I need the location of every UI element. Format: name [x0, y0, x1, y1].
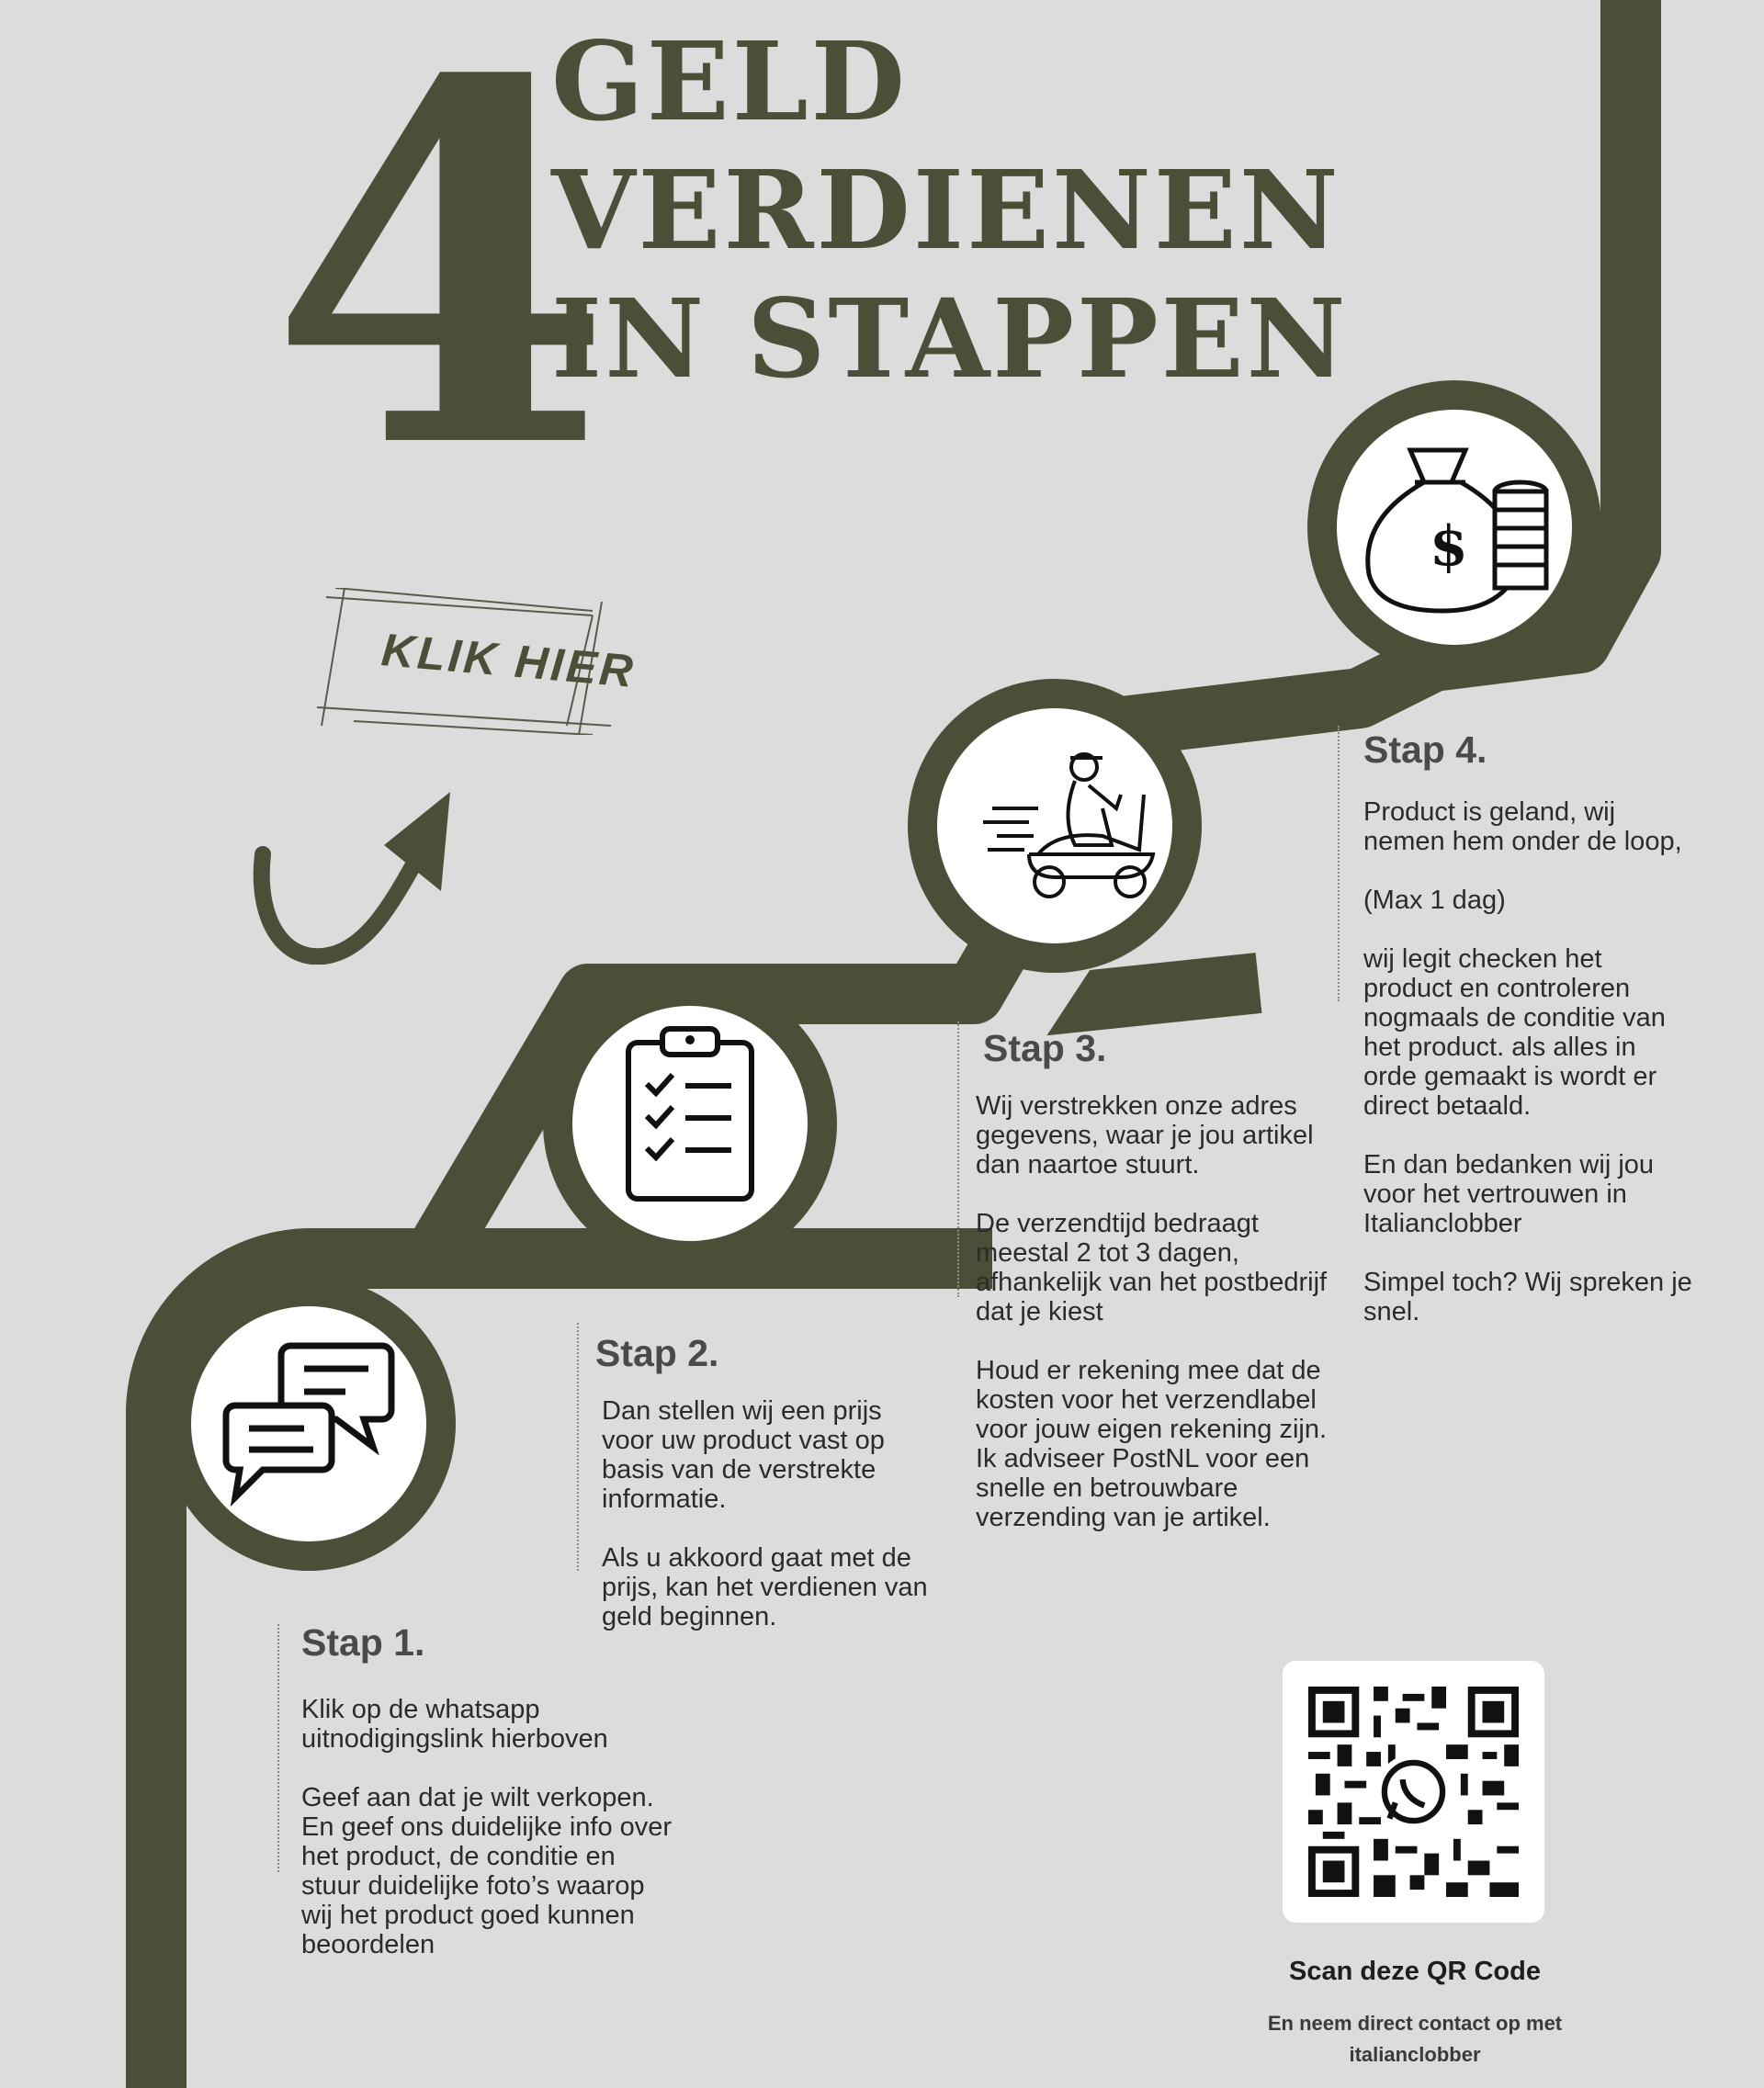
step1-body: Klik op de whatsapp uitnodigingslink hierboven Geef aan dat je wilt verkopen. En geef ons duidelijke info over het product, de conditie en stuur duidelijke foto’s waarop wij het product goed kunnen beoordelen	[301, 1695, 673, 1959]
qr-subtitle: En neem direct contact op met italianclobber	[1267, 2012, 1563, 2066]
whatsapp-qr-code-icon[interactable]	[1308, 1687, 1519, 1897]
step3-divider	[957, 1021, 959, 1297]
chat-bubbles-icon	[217, 1341, 401, 1507]
delivery-scooter-icon	[983, 744, 1158, 909]
step2-divider	[577, 1323, 579, 1571]
step1-title: Stap 1.	[301, 1621, 425, 1664]
qr-card	[1283, 1661, 1544, 1923]
step4-divider	[1338, 726, 1340, 1001]
step4-body: Product is geland, wij nemen hem onder de loop, (Max 1 dag) wij legit checken het product en controleren nogmaals de conditie van het product. als alles in orde gemaakt is wordt er direct betaald. En dan bedanken wij jou voor het vertrouwen in Italianclobber Simpel toch? Wij spreken je snel.	[1363, 797, 1692, 1326]
svg-text:$: $	[1430, 514, 1468, 579]
step3-body: Wij verstrekken onze adres gegevens, waar je jou artikel dan naartoe stuurt. De verzendtijd bedraagt meestal 2 tot 3 dagen, afhankelijk van het postbedrijf dat je kiest Houd er rekening mee dat de kosten voor het verzendlabel voor jouw eigen rekening zijn. Ik adviseer PostNL voor een snelle en betrouwbare verzending van je artikel.	[976, 1091, 1328, 1532]
curved-arrow-icon	[246, 781, 467, 965]
qr-title: Scan deze QR Code	[1289, 1957, 1541, 1986]
step2-title: Stap 2.	[595, 1332, 719, 1374]
big-number-four: 4	[268, 0, 614, 558]
step4-title: Stap 4.	[1363, 728, 1487, 771]
title-line-2: VERDIENEN	[551, 146, 1341, 274]
title-line-1: GELD	[551, 17, 909, 145]
clipboard-checklist-icon	[621, 1020, 759, 1203]
step2-body: Dan stellen wij een prijs voor uw product vast op basis van de verstrekte informatie. Als u akkoord gaat met de prijs, kan het verdienen van geld beginnen.	[602, 1396, 928, 1631]
step1-divider	[277, 1624, 279, 1872]
title-line-3: IN STAPPEN	[551, 275, 1349, 402]
money-bag-coins-icon	[1360, 432, 1553, 615]
klik-hier-button[interactable]: KLIK HIER	[379, 624, 638, 697]
step3-title: Stap 3.	[983, 1027, 1107, 1069]
